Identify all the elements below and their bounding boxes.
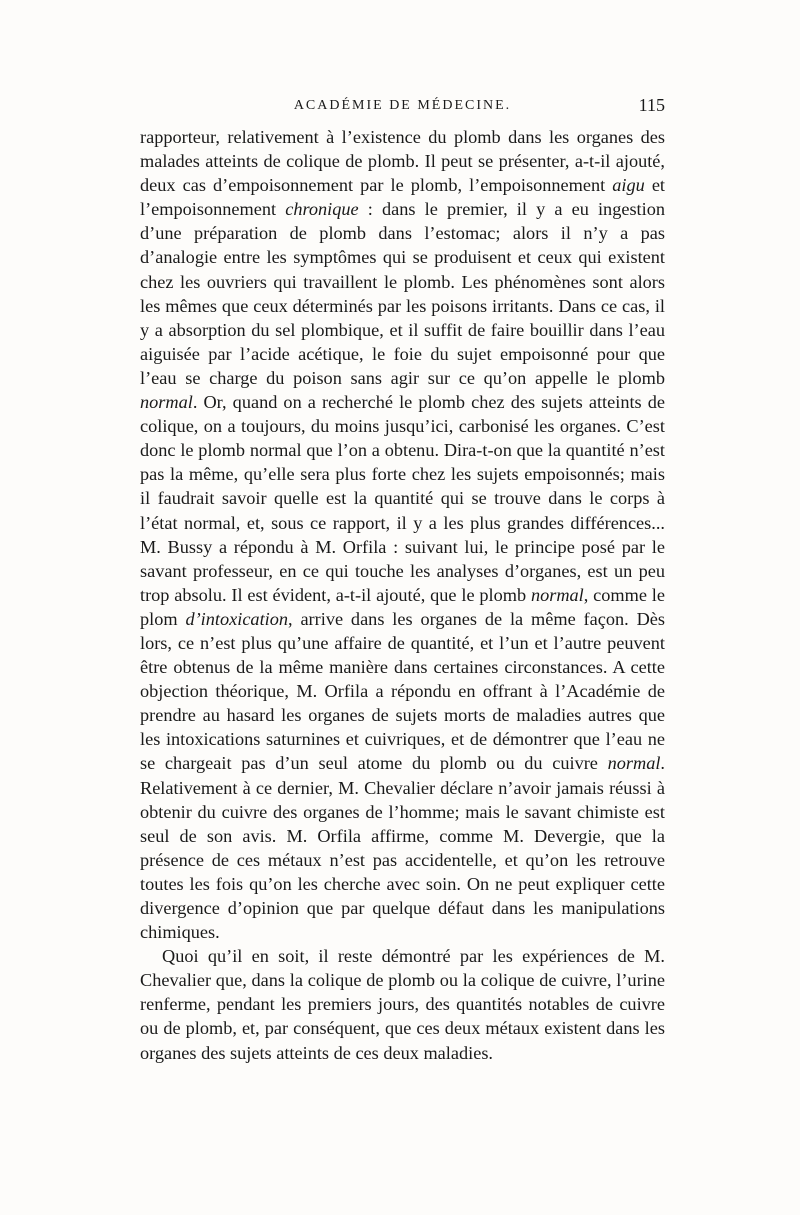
text-run: . Or, quand on a recherché le plomb chez des sujets atteints de colique, on a toujours, du moins jusqu’ici, carbonisé les organes. C’est donc le plomb normal que l’on a obtenu. Dira-t-on que la quantité n’est pas la même, qu’elle sera plus forte chez les sujets empoisonnés; mais il faudrait savoir quelle est la quantité qui se trouve dans le corps à l’état normal, et, sous ce rapport, il y a les plus grandes différences... M. Bussy a répondu à M. Orfila : suivant lui, le principe posé par le savant professeur, en ce qui touche les analyses d’organes, est un peu trop absolu. Il est évident, a-t-il ajouté, que le plomb — [140, 392, 665, 605]
running-title: ACADÉMIE DE MÉDECINE. — [293, 98, 512, 113]
text-run: , arrive dans les organes de la même façon. Dès lors, ce n’est plus qu’une affaire de quantité, et l’un et l’autre peuvent être obtenus de la même manière dans certaines circonstances. A cette objection théorique, M. Orfila a répondu en offrant à l’Académie de prendre au hasard les organes de sujets morts de maladies autres que les intoxications saturnines et cuivriques, et de démontrer que l’eau ne se chargeait pas d’un seul atome du plomb ou du cuivre — [140, 608, 665, 774]
italic-run: normal — [607, 753, 661, 774]
italic-run: chronique — [285, 199, 359, 220]
italic-run: normal — [140, 392, 193, 413]
italic-run: d’intoxication — [185, 608, 289, 629]
paragraph-2 — [140, 944, 665, 1064]
running-head — [140, 95, 665, 120]
text-run: Quoi qu’il en soit, il reste démontré par les expériences de M. Chevalier que, dans la colique de plomb ou la colique de cuivre, l’urine renferme, pendant les premiers jours, des quantités notables de cuivre ou de plomb, et, par conséquent, que ces deux métaux existent dans les organes des sujets atteints de ces deux maladies. — [140, 946, 665, 1063]
page-number: 115 — [638, 95, 665, 115]
italic-run: normal — [530, 584, 584, 605]
book-page — [140, 95, 666, 1065]
text-run: rapporteur, relativement à l’existence du plomb dans les organes des malades atteints de colique de plomb. Il peut se présenter, a-t-il ajouté, deux cas d’empoisonnement par le plomb, l’empoisonnement — [140, 127, 665, 196]
body-text — [140, 125, 665, 1065]
paragraph-1 — [140, 125, 665, 944]
text-run: : dans le premier, il y a eu ingestion d’une préparation de plomb dans l’estomac; alors il n’y a pas d’analogie entre les symptômes qui se produisent et ceux qui existent chez les ouvriers qui travaillent le plomb. Les phénomènes sont alors les mêmes que ceux déterminés par les poisons irritants. Dans ce cas, il y a absorption du sel plombique, et il suffit de faire bouillir dans l’eau aiguisée par l’acide acétique, le foie du sujet empoisonné pour que l’eau se charge du poison sans agir sur ce qu’on appelle le plomb — [140, 199, 665, 388]
text-run: et l’empoisonnement — [140, 175, 666, 220]
text-run: . Relativement à ce dernier, M. Chevalier déclare n’avoir jamais réussi à obtenir du cuivre des organes de l’homme; mais le savant chimiste est seul de son avis. M. Orfila affirme, comme M. Devergie, que la présence de ces métaux n’est pas accidentelle, et qu’on les retrouve toutes les fois qu’on les cherche avec soin. On ne peut expliquer cette divergence d’opinion que par quelque défaut dans les manipulations chimiques. — [140, 753, 665, 943]
italic-run: aigu — [612, 175, 645, 196]
text-run: , comme le plom — [140, 584, 665, 629]
